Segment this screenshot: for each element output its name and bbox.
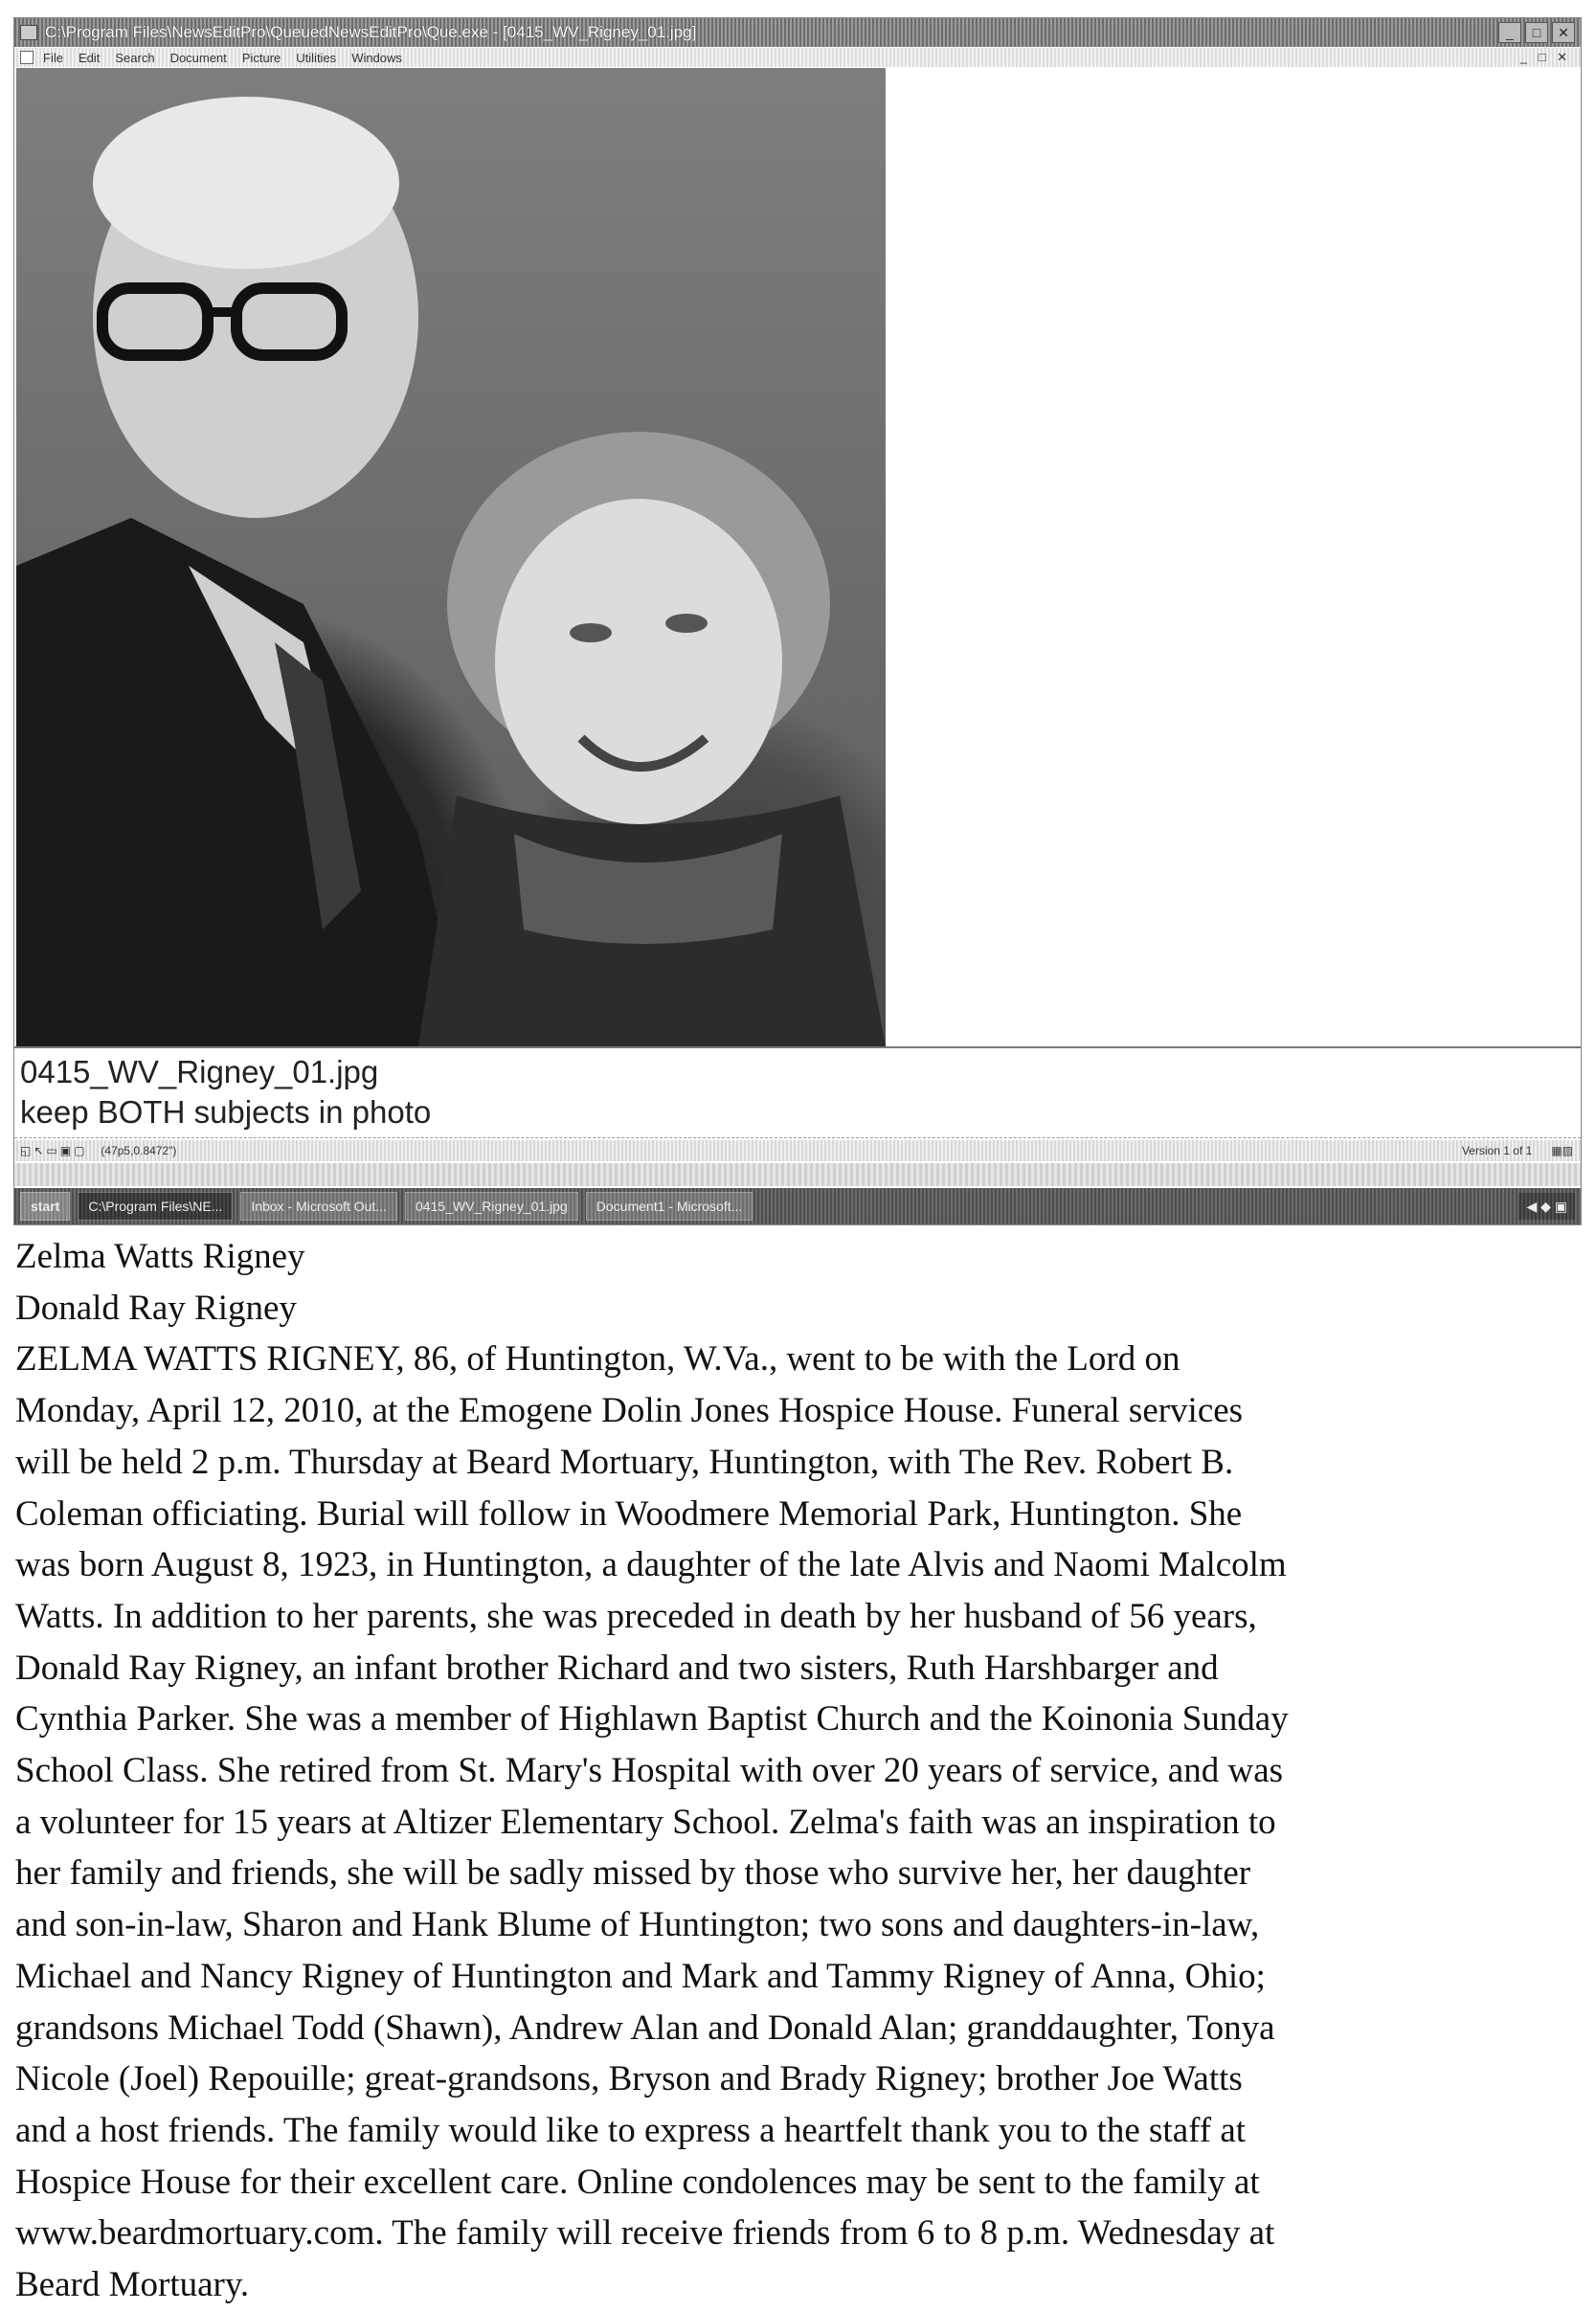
document-window-controls[interactable]: _ □ ✕ [1519, 50, 1571, 64]
window-title: C:\Program Files\NewsEditPro\QueuedNewsEditPro\Que.exe - [0415_WV_Rigney_01.jpg] [45, 23, 697, 41]
menu-picture[interactable]: Picture [241, 50, 281, 65]
system-tray[interactable]: ◀ ◆ ▣ [1518, 1193, 1575, 1220]
view-icons[interactable]: ▦▨ [1551, 1144, 1573, 1157]
body-line: Michael and Nancy Rigney of Huntington and Mark and Tammy Rigney of Anna, Ohio; [15, 1956, 1266, 1996]
body-line: Donald Ray Rigney, an infant brother Richard and two sisters, Ruth Harshbarger and [15, 1648, 1219, 1688]
app-window [13, 17, 1582, 1225]
status-bar [14, 1140, 1581, 1161]
taskbar-item-outlook[interactable]: Inbox - Microsoft Out... [240, 1192, 397, 1221]
tool-icons[interactable]: ◱↖▭▣▢ [20, 1144, 88, 1157]
body-line: Coleman officiating. Burial will follow in Woodmere Memorial Park, Huntington. She [15, 1493, 1243, 1534]
photo-filename: 0415_WV_Rigney_01.jpg [20, 1054, 379, 1089]
maximize-button[interactable]: □ [1525, 22, 1548, 43]
body-line: Cynthia Parker. She was a member of Highlawn Baptist Church and the Koinonia Sunday [15, 1699, 1289, 1739]
window-controls [1498, 22, 1581, 43]
body-line: her family and friends, she will be sadly missed by those who survive her, her daughter [15, 1853, 1251, 1894]
body-line: Beard Mortuary. [15, 2265, 250, 2305]
body-line: and son-in-law, Sharon and Hank Blume of Huntington; two sons and daughters-in-law, [15, 1905, 1260, 1945]
body-line: was born August 8, 1923, in Huntington, a daughter of the late Alvis and Naomi Malcolm [15, 1545, 1287, 1585]
taskbar [14, 1188, 1581, 1224]
body-line: Hospice House for their excellent care. Online condolences may be sent to the family at [15, 2162, 1260, 2202]
obituary-text [15, 1231, 1585, 2311]
body-line: a volunteer for 15 years at Altizer Elementary School. Zelma's faith was an inspiration to [15, 1802, 1276, 1842]
body-line: www.beardmortuary.com. The family will receive friends from 6 to 8 p.m. Wednesday at [15, 2213, 1275, 2254]
menu-search[interactable]: Search [115, 50, 155, 65]
body-line: grandsons Michael Todd (Shawn), Andrew Alan and Donald Alan; granddaughter, Tonya [15, 2008, 1275, 2048]
portrait-photo [16, 68, 886, 1046]
body-line: School Class. She retired from St. Mary's Hospital with over 20 years of service, and was [15, 1751, 1284, 1791]
caption-panel[interactable] [14, 1046, 1581, 1138]
photo-illustration [16, 68, 886, 1046]
menu-bar [14, 48, 1581, 67]
start-button[interactable]: start [20, 1192, 70, 1221]
app-icon [20, 25, 37, 40]
body-line: and a host friends. The family would like to express a heartfelt thank you to the staff at [15, 2110, 1247, 2150]
taskbar-item-image[interactable]: 0415_WV_Rigney_01.jpg [405, 1192, 578, 1221]
cursor-coordinates: (47p5,0.8472") [101, 1144, 177, 1157]
menu-file[interactable]: File [43, 50, 63, 65]
window-bottom-edge [14, 1163, 1581, 1186]
taskbar-item-word[interactable]: Document1 - Microsoft... [586, 1192, 753, 1221]
menu-document[interactable]: Document [169, 50, 227, 65]
version-label: Version 1 of 1 [1461, 1144, 1533, 1157]
body-line: will be held 2 p.m. Thursday at Beard Mortuary, Huntington, with The Rev. Robert B. [15, 1442, 1234, 1482]
document-icon [20, 51, 34, 64]
menu-utilities[interactable]: Utilities [296, 50, 337, 65]
menu-edit[interactable]: Edit [78, 50, 101, 65]
menu-windows[interactable]: Windows [351, 50, 402, 65]
body-line: Monday, April 12, 2010, at the Emogene Dolin Jones Hospice House. Funeral services [15, 1391, 1244, 1431]
close-button[interactable]: ✕ [1552, 22, 1575, 43]
minimize-button[interactable]: _ [1498, 22, 1521, 43]
taskbar-item-newseditpro[interactable]: C:\Program Files\NE... [78, 1192, 233, 1221]
subhead-name: Donald Ray Rigney [15, 1288, 297, 1328]
body-line: Nicole (Joel) Repouille; great-grandsons, Bryson and Brady Rigney; brother Joe Watts [15, 2059, 1243, 2099]
title-bar[interactable] [14, 18, 1581, 47]
headline-name: Zelma Watts Rigney [15, 1237, 305, 1276]
photo-note: keep BOTH subjects in photo [20, 1094, 432, 1130]
body-line: ZELMA WATTS RIGNEY, 86, of Huntington, W.Va., went to be with the Lord on [15, 1339, 1180, 1380]
body-line: Watts. In addition to her parents, she was preceded in death by her husband of 56 years, [15, 1596, 1257, 1636]
